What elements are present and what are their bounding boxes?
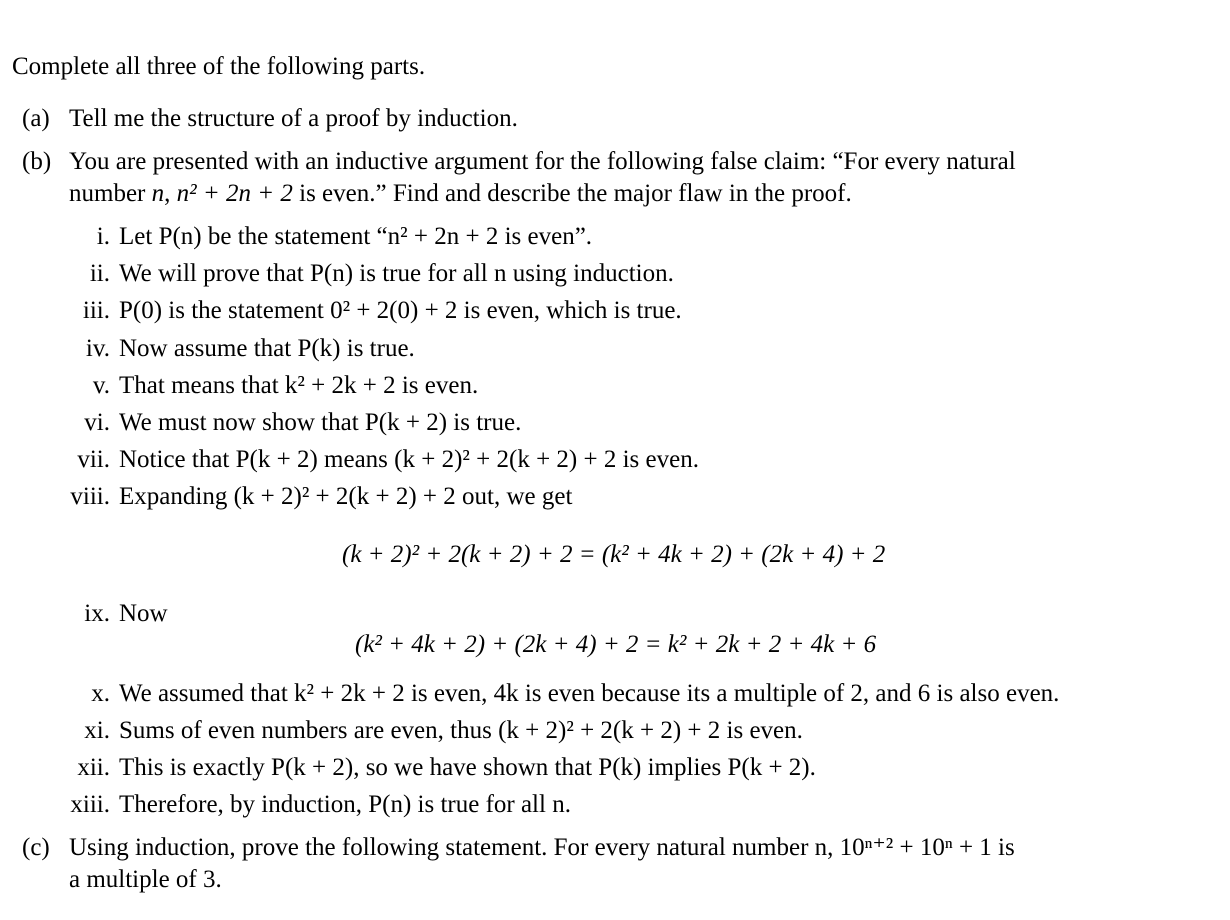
step-number: v. [92,372,110,399]
step-text: We must now show that P(k + 2) is true. [119,409,522,436]
part-b-label: (b) [22,148,52,175]
step-text: Notice that P(k + 2) means (k + 2)² + 2(k + 2) + 2 is even. [119,446,699,473]
step-number: ix. [84,600,110,627]
part-b-line1: You are presented with an inductive argument for the following false claim: “For every natural [69,148,1016,175]
step-number: iv. [85,335,110,362]
step-text: Therefore, by induction, P(n) is true for all n. [119,791,571,818]
step-text: Now [119,600,168,627]
step-number: viii. [70,483,110,510]
display-equation-2: (k² + 4k + 2) + (2k + 4) + 2 = k² + 2k + 2 + 4k + 6 [355,631,877,658]
part-a-text: Tell me the structure of a proof by induction. [69,105,518,132]
step-number: xiii. [70,791,110,818]
step-text: P(0) is the statement 0² + 2(0) + 2 is even, which is true. [119,297,682,324]
step-text: Now assume that P(k) is true. [119,335,415,362]
step-text: That means that k² + 2k + 2 is even. [119,372,479,399]
part-a-label: (a) [22,105,50,132]
step-number: x. [91,680,110,707]
part-c-line1: Using induction, prove the following statement. For every natural number n, 10ⁿ⁺² + 10ⁿ + 1 is [69,834,1015,861]
display-equation-1: (k + 2)² + 2(k + 2) + 2 = (k² + 4k + 2) + (2k + 4) + 2 [342,541,886,568]
step-number: vii. [77,446,110,473]
step-number: i. [96,223,110,250]
step-text: We assumed that k² + 2k + 2 is even, 4k is even because its a multiple of 2, and 6 is also even. [119,680,1060,707]
step-text: This is exactly P(k + 2), so we have shown that P(k) implies P(k + 2). [119,754,816,781]
step-text: Expanding (k + 2)² + 2(k + 2) + 2 out, we get [119,483,573,510]
step-number: vi. [84,409,110,436]
step-text: Sums of even numbers are even, thus (k + 2)² + 2(k + 2) + 2 is even. [119,717,803,744]
part-c-line2: a multiple of 3. [69,866,222,893]
part-c-label: (c) [22,834,50,861]
step-number: xi. [84,717,110,744]
step-text: Let P(n) be the statement “n² + 2n + 2 is even”. [119,223,593,250]
step-number: iii. [82,297,110,324]
step-number: xii. [77,754,110,781]
step-number: ii. [89,260,110,287]
step-text: We will prove that P(n) is true for all n using induction. [119,260,674,287]
instructions-text: Complete all three of the following parts. [12,53,426,80]
part-b-line2: number n, n² + 2n + 2 is even.” Find and describe the major flaw in the proof. [69,180,852,207]
